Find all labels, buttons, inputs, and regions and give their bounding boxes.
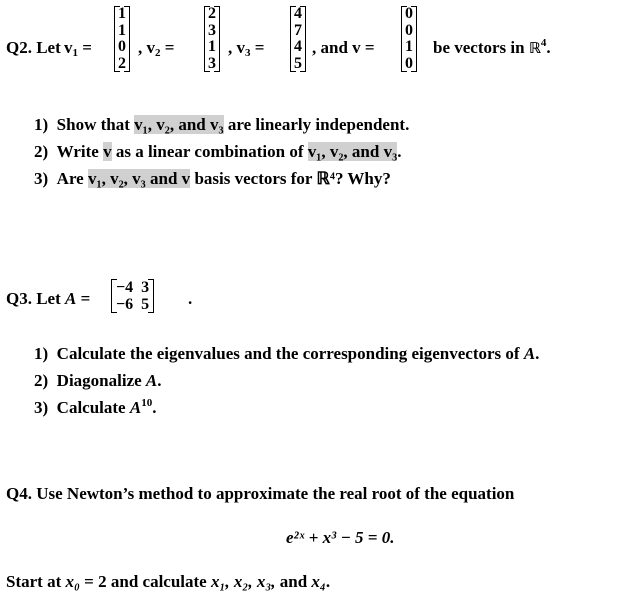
q4-instruction: Start at x₀ = 2 and calculate x₁, x₂, x₃, and x₄. xyxy=(6,572,331,591)
q2-item-2: 2) Write v as a linear combination of v₁, v₂, and v₃. xyxy=(34,142,402,161)
q3-period: . xyxy=(188,289,193,308)
highlight: v xyxy=(103,142,112,161)
q2-vector-v3: 4 7 4 5 xyxy=(290,6,306,72)
highlight: v₁, v₂, and v₃ xyxy=(307,142,398,161)
q3-prefix: Q3. Let A = xyxy=(6,289,91,308)
q2-vector-v1: 1 1 0 2 xyxy=(114,6,130,72)
q3-matrix: −4 3 −6 5 xyxy=(111,279,154,313)
q4-equation: e²ˣ + x³ − 5 = 0. xyxy=(286,528,395,547)
q2-item-1: 1) Show that v₁, v₂, and v₃ are linearly independent. xyxy=(34,115,410,134)
q2-prefix: Q2. Let xyxy=(6,38,61,57)
q3-item-1: 1) Calculate the eigenvalues and the corresponding eigenvectors of A. xyxy=(34,344,540,363)
q2-item-3: 3) Are v₁, v₂, v₃ and v basis vectors for ℝ⁴? Why? xyxy=(34,169,391,188)
highlight: v₁, v₂, and v₃ xyxy=(134,115,224,134)
q2-v2-label: , $v_2$ = xyxy=(138,38,175,59)
q2-vector-v2: 2 3 1 3 xyxy=(204,6,220,72)
q2-v1-label: $v_1$ = xyxy=(64,38,92,59)
q2-vector-v: 0 0 1 0 xyxy=(401,6,417,72)
q2-v3-label: , $v_3$ = xyxy=(228,38,265,59)
q4-question: Q4. Use Newton’s method to approximate the real root of the equation xyxy=(6,484,515,503)
q2-and: , and v = xyxy=(312,38,375,57)
highlight: v₁, v₂, v₃ and v xyxy=(87,169,191,188)
q2-suffix: be vectors in ℝ$^4$. xyxy=(433,37,551,57)
q3-item-2: 2) Diagonalize A. xyxy=(34,371,162,390)
q3-item-3: 3) Calculate $A^{10}$. xyxy=(34,397,157,417)
